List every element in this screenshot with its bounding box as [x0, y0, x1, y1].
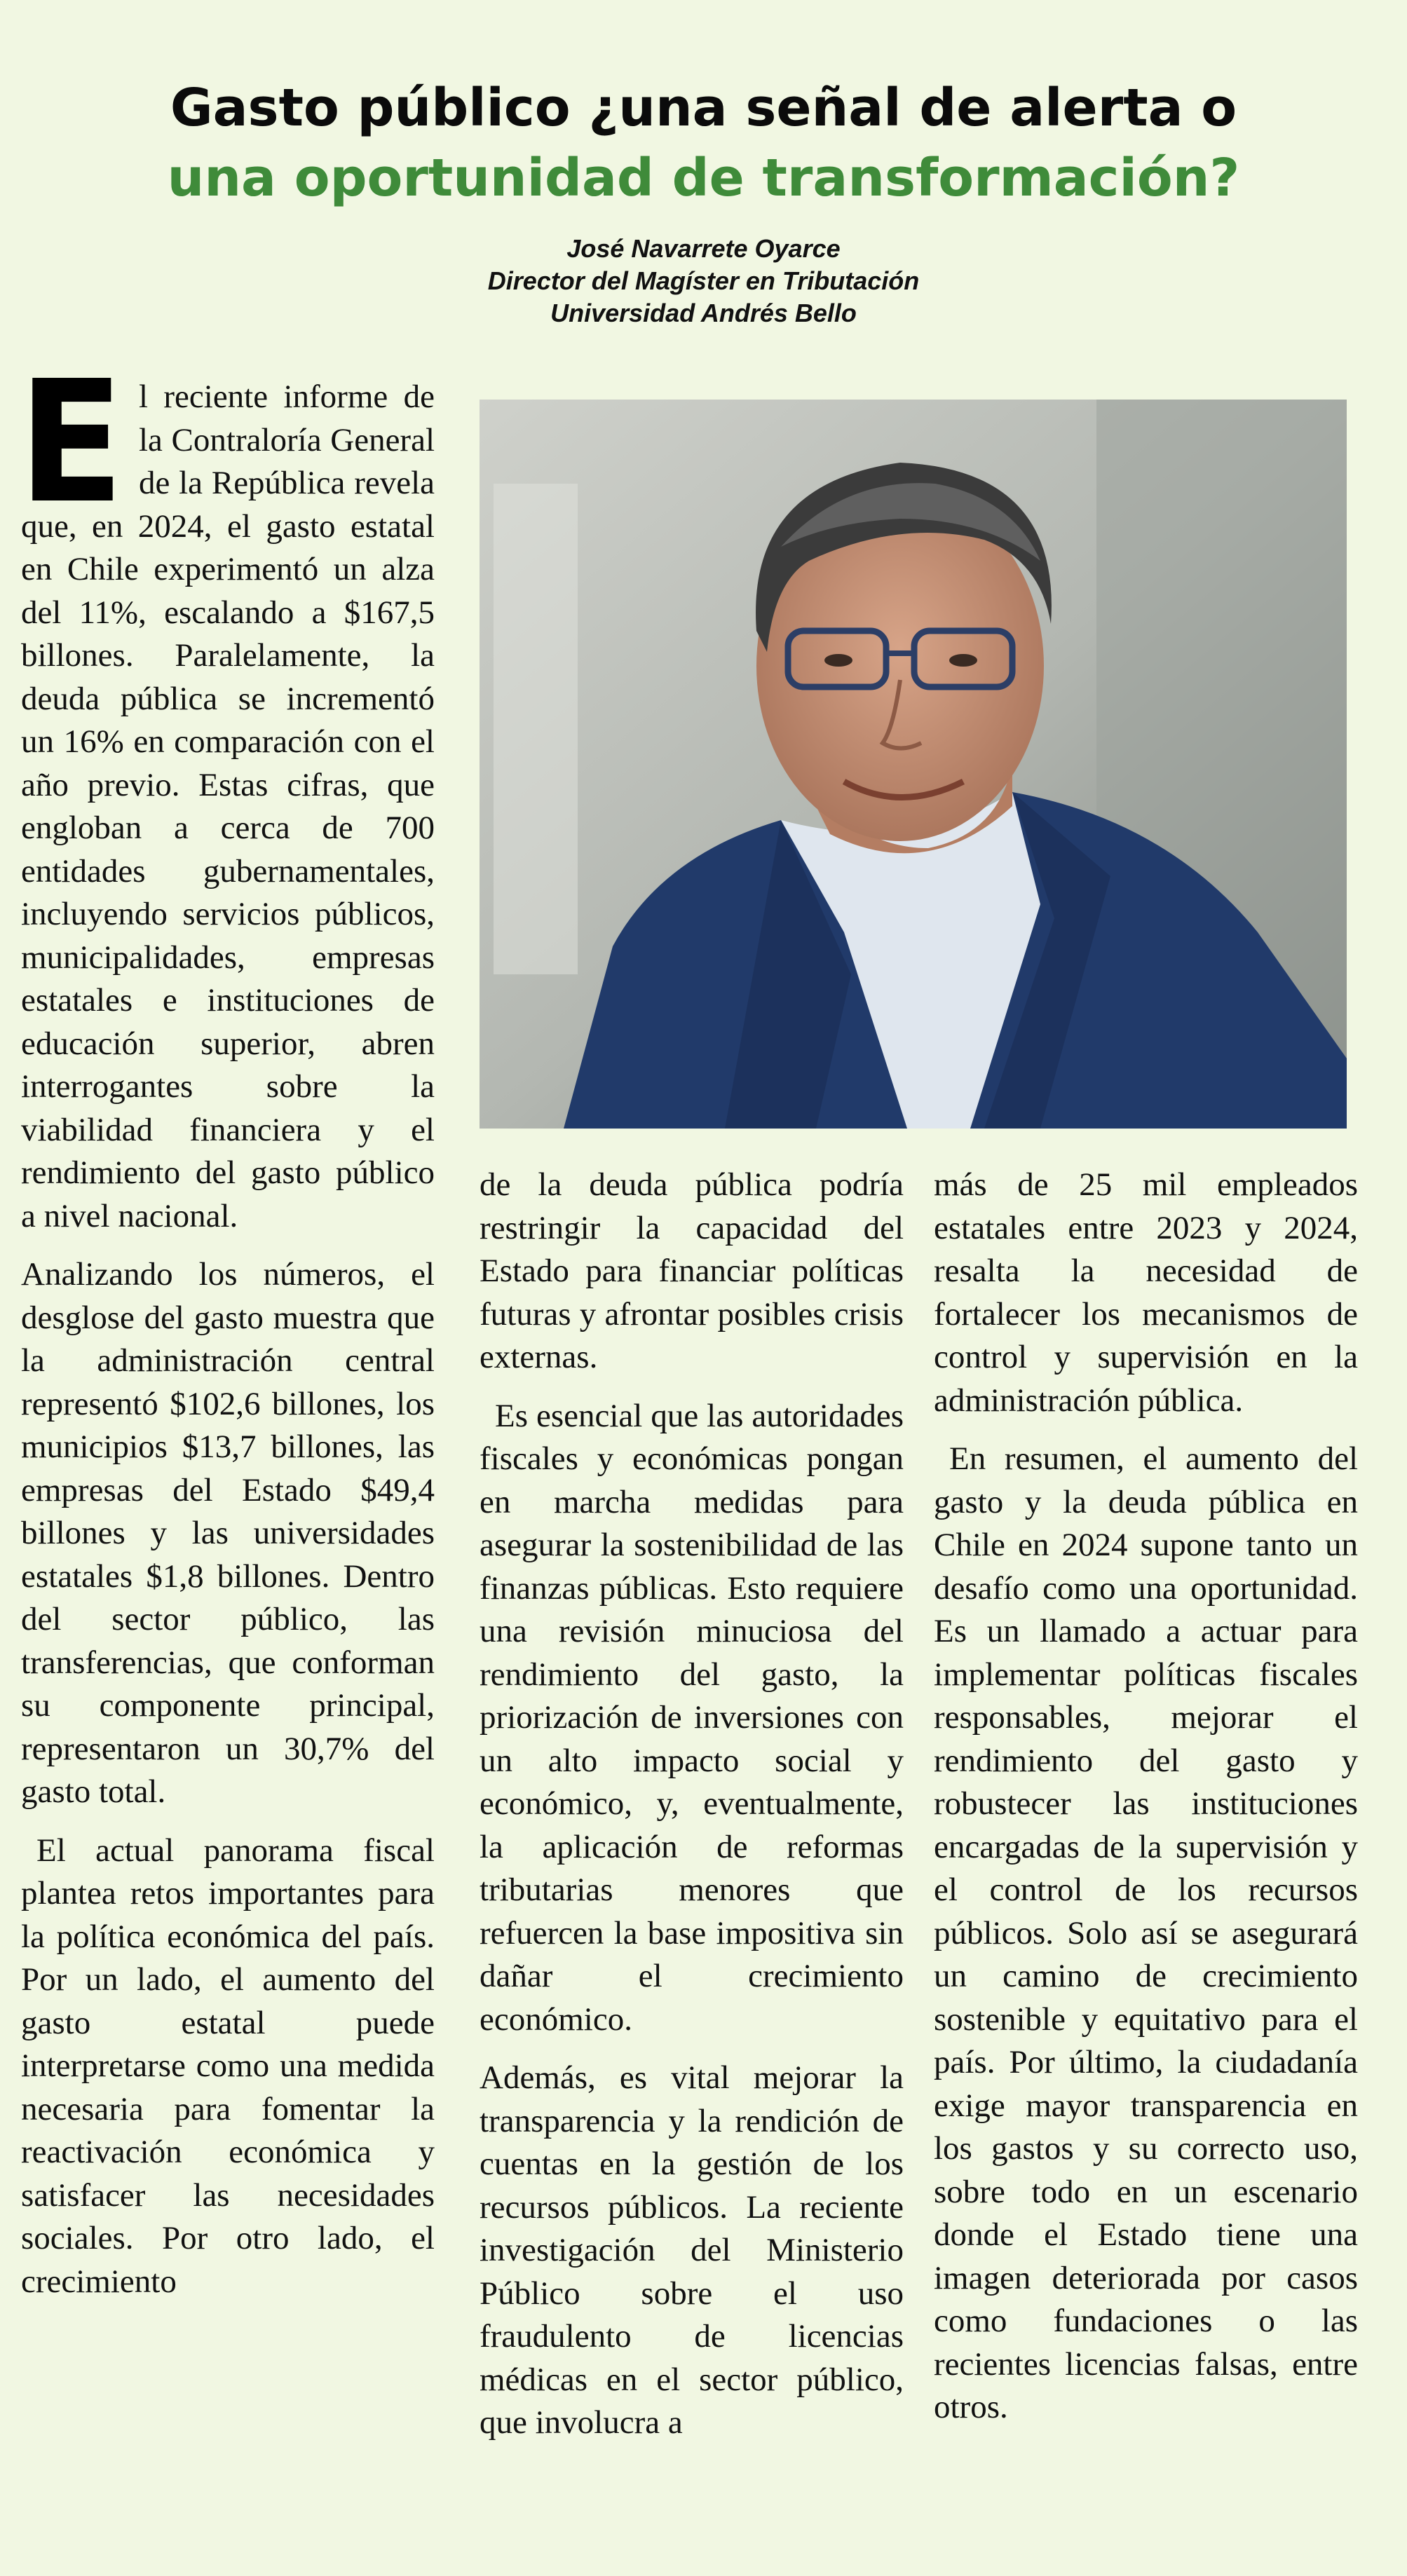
author-role: Director del Magíster en Tributación: [487, 266, 920, 295]
article-column-2: [480, 1164, 904, 2445]
paragraph-text: l reciente informe de la Contraloría General de la República revela que, en 2024, el gasto estatal en Chile experimentó un alza del 11%, escalando a $167,5 billones. Paralelamente, la deuda pública se incrementó un 16% en comparación con el año previo. Estas cifras, que engloban a cerca de 700 entidades gubernamentales, incluyendo servicios públicos, municipalidades, empresas estatales e instituciones de educación superior, abren interrogantes sobre la viabilidad financiera y el rendimiento del gasto público a nivel nacional.: [21, 379, 435, 1234]
author-photo: [480, 400, 1347, 1129]
article-column-1: [18, 344, 435, 2303]
headline: [0, 73, 1407, 213]
drop-cap: E: [18, 344, 124, 540]
headline-line-1: Gasto público ¿una señal de alerta o: [170, 78, 1237, 138]
article-column-3: [934, 1164, 1358, 2430]
portrait-illustration: [480, 400, 1347, 1129]
paragraph: En resumen, el aumento del gasto y la deuda pública en Chile en 2024 supone tanto un desafío como una oportunidad. Es un llamado a actuar para implementar políticas fiscales responsables, mejorar el rendimiento del gasto y robustecer las instituciones encargadas de la supervisión y el control de los recursos públicos. Solo así se asegurará un camino de crecimiento sostenible y equitativo para el país. Por último, la ciudadanía exige mayor transparencia en los gastos y su correcto uso, sobre todo en un escenario donde el Estado tiene una imagen deteriorada por casos como fundaciones o las recientes licencias falsas, entre otros.: [934, 1440, 1358, 2425]
paragraph: de la deuda pública podría restringir la capacidad del Estado para financiar políticas futuras y afrontar posibles crisis externas.: [480, 1166, 904, 1375]
paragraph: El actual panorama fiscal plantea retos importantes para la política económica del país. Por un lado, el aumento del gasto estatal puede interpretarse como una medida necesaria para fomentar la reactivación económica y satisfacer las necesidades sociales. Por otro lado, el crecimiento: [21, 1832, 435, 2300]
paragraph: Además, es vital mejorar la transparencia y la rendición de cuentas en la gestión de los recursos públicos. La reciente investigación del Ministerio Público sobre el uso fraudulento de licencias médicas en el sector público, que involucra a: [480, 2059, 904, 2441]
headline-line-2: una oportunidad de transformación?: [167, 148, 1240, 208]
paragraph: [18, 344, 435, 1238]
paragraph: Analizando los números, el desglose del gasto muestra que la administración central representó $102,6 billones, los municipios $13,7 billones, las empresas del Estado $49,4 billones y las universidades estatales $1,8 billones. Dentro del sector público, las transferencias, que conforman su componente principal, representaron un 30,7% del gasto total.: [21, 1256, 435, 1810]
paragraph: Es esencial que las autoridades fiscales y económicas pongan en marcha medidas para asegurar la sostenibilidad de las finanzas públicas. Esto requiere una revisión minuciosa del rendimiento del gasto, la priorización de inversiones con un alto impacto social y económico, y, eventualmente, la aplicación de reformas tributarias menores que refuercen la base impositiva sin dañar el crecimiento económico.: [480, 1397, 904, 2038]
author-name: José Navarrete Oyarce: [566, 234, 841, 263]
author-institution: Universidad Andrés Bello: [550, 299, 857, 327]
paragraph: más de 25 mil empleados estatales entre 2023 y 2024, resalta la necesidad de fortalecer los mecanismos de control y supervisión en la administración pública.: [934, 1166, 1358, 1419]
byline: [0, 233, 1407, 329]
